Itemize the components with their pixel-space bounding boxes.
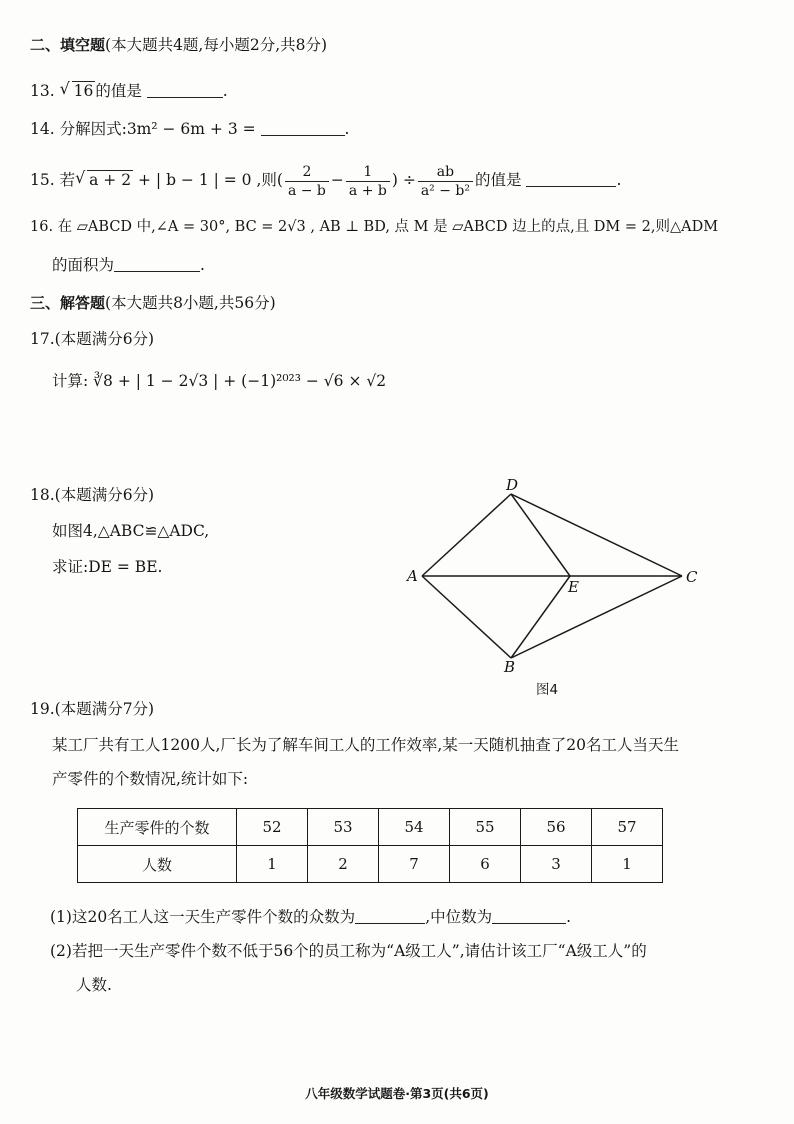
table-cell: 1	[592, 846, 663, 883]
q15-divide: ) ÷	[391, 171, 416, 189]
table-cell: 55	[450, 809, 521, 846]
section3-note: (本大题共8小题,共56分)	[105, 294, 276, 312]
q14-answer-blank[interactable]	[261, 119, 345, 136]
table-cell: 57	[592, 809, 663, 846]
q19-sub2-line2: 人数.	[76, 976, 112, 994]
segment-AB	[422, 576, 511, 658]
q19-sub2-line1: (2)若把一天生产零件个数不低于56个的员工称为“A级工人”,请估计该工厂“A级工人”的	[50, 942, 647, 960]
q18-line2: 求证:DE = BE.	[52, 558, 163, 576]
q15-f1-numerator: 2	[285, 163, 329, 182]
q15-number: 15.	[30, 171, 55, 189]
section3-title: 三、解答题	[30, 294, 106, 312]
q13-radicand: 16	[73, 82, 94, 100]
point-label-A: A	[407, 567, 418, 585]
q19-sub1	[50, 906, 571, 928]
q13-number: 13.	[30, 82, 55, 100]
median-answer-blank[interactable]	[492, 907, 566, 924]
table-cell: 7	[379, 846, 450, 883]
q15-minus: −	[330, 171, 344, 189]
table-cell: 1	[237, 846, 308, 883]
q17-calculation: 计算: ∛8 + | 1 − 2√3 | + (−1)²⁰²³ − √6 × √2	[52, 372, 387, 390]
segment-BC	[511, 576, 682, 658]
q15-fraction-1	[285, 163, 329, 200]
table-cell: 53	[308, 809, 379, 846]
table-cell: 52	[237, 809, 308, 846]
q13-text: 的值是	[95, 82, 142, 100]
table-row	[78, 846, 663, 883]
q19-sub1-end: .	[566, 908, 572, 926]
q19-sub1-pre: (1)这20名工人这一天生产零件个数的众数为	[50, 908, 356, 926]
q16-end: .	[200, 256, 205, 274]
q17-header: 17.(本题满分6分)	[30, 330, 155, 348]
q14-number: 14.	[30, 120, 55, 138]
table-cell: 3	[521, 846, 592, 883]
table-cell: 56	[521, 809, 592, 846]
mode-answer-blank[interactable]	[355, 907, 425, 924]
q18-header: 18.(本题满分6分)	[30, 486, 155, 504]
q15-end: .	[616, 171, 622, 189]
q15-answer-blank[interactable]	[526, 170, 616, 187]
table-row	[78, 809, 663, 846]
q19-sub1-mid: ,中位数为	[425, 908, 493, 926]
q15-radicand: a + 2	[89, 171, 132, 189]
table-header-cell: 生产零件的个数	[78, 809, 237, 846]
q15-f2-denominator: a + b	[348, 182, 387, 199]
q15-mid: + | b − 1 | = 0 ,则(	[138, 171, 283, 189]
q15-fraction-2	[346, 163, 390, 200]
segment-AD	[422, 494, 511, 576]
q13-answer-blank[interactable]	[147, 81, 223, 98]
section2-note: (本大题共4题,每小题2分,共8分)	[105, 36, 328, 54]
q15-f2-numerator: 1	[346, 163, 390, 182]
segment-DE	[511, 494, 570, 576]
q15-fraction-3	[418, 163, 473, 200]
q15-text: 的值是	[475, 171, 522, 189]
q15-pre: 若	[59, 171, 76, 189]
section2-title: 二、填空题	[30, 36, 106, 54]
point-label-D: D	[506, 476, 519, 494]
sqrt-sign	[60, 80, 96, 102]
segment-DC	[511, 494, 682, 576]
section3-heading	[30, 292, 276, 314]
question-14	[30, 118, 349, 140]
table-cell: 54	[379, 809, 450, 846]
table-cell: 6	[450, 846, 521, 883]
point-label-E: E	[568, 578, 579, 596]
point-label-C: C	[686, 568, 698, 586]
q15-f3-denominator: a² − b²	[420, 182, 470, 199]
sqrt-sign	[75, 160, 133, 200]
q15-f3-numerator: ab	[418, 163, 473, 182]
q16-number: 16.	[30, 219, 54, 235]
section2-heading	[30, 34, 327, 56]
q16-answer-blank[interactable]	[114, 255, 200, 272]
q14-text: 分解因式:3m² − 6m + 3 =	[59, 120, 256, 138]
q14-end: .	[344, 120, 350, 138]
q18-line1: 如图4,△ABC≌△ADC,	[52, 522, 210, 540]
q15-f1-denominator: a − b	[287, 182, 326, 199]
q13-end: .	[222, 82, 228, 100]
page-footer: 八年级数学试题卷·第3页(共6页)	[305, 1086, 489, 1101]
point-label-B: B	[504, 658, 516, 674]
segment-BE	[511, 576, 570, 658]
q16-line2: 的面积为	[52, 256, 115, 274]
question-16-line2	[52, 254, 205, 276]
q19-line2: 产零件的个数情况,统计如下:	[52, 770, 249, 788]
question-15	[30, 160, 621, 200]
table-cell: 2	[308, 846, 379, 883]
q16-line1: 在 ▱ABCD 中,∠A = 30°, BC = 2√3 , AB ⊥ BD, 点 M 是 ▱ABCD 边上的点,且 DM = 2,则△ADM	[57, 219, 719, 235]
question-13	[30, 80, 228, 102]
figure-caption: 图4	[536, 682, 559, 698]
statistics-table	[77, 808, 663, 883]
q19-header: 19.(本题满分7分)	[30, 700, 155, 718]
question-16-line1	[30, 216, 718, 238]
figure-4-diagram	[400, 474, 710, 674]
q19-line1: 某工厂共有工人1200人,厂长为了解车间工人的工作效率,某一天随机抽查了20名工人当天生	[52, 736, 680, 754]
table-header-cell: 人数	[78, 846, 237, 883]
